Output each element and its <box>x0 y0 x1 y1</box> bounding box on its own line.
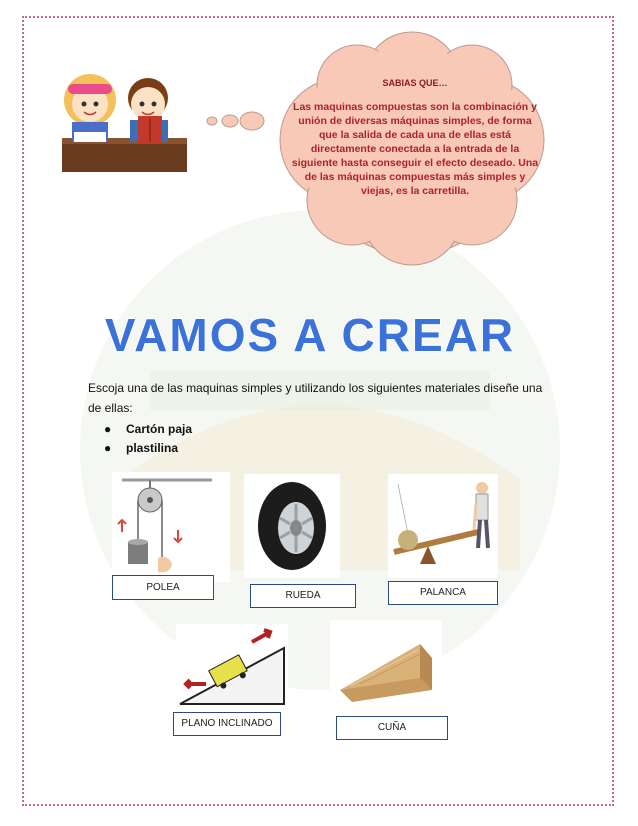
page-title <box>60 305 560 365</box>
list-item: ● Cartón paja <box>104 422 193 436</box>
rueda-label: RUEDA <box>250 584 356 608</box>
children-reading-illustration <box>52 62 192 182</box>
cloud-tail-bubbles <box>190 95 270 155</box>
cloud-text <box>290 72 540 198</box>
list-item: ● plastilina <box>104 441 179 455</box>
palanca-label: PALANCA <box>388 581 498 605</box>
inclined-plane-image <box>176 624 288 712</box>
cloud-body: Las maquinas compuestas son la combinación y unión de diversas máquinas simples, de forma que la salida de cada una de ellas está directamente conectada a la entrada de la siguiente hasta conseguir el efecto deseado. Una de las máquinas compuestas más simples y viejas, es la carretilla. <box>291 101 539 197</box>
title-text: VAMOS A CREAR <box>104 309 516 361</box>
material-carton: Cartón paja <box>126 422 193 436</box>
plano-inclinado-label: PLANO INCLINADO <box>173 712 281 736</box>
intro-paragraph: Escoja una de las maquinas simples y utilizando los siguientes materiales diseñe una de ellas: <box>88 381 543 415</box>
materials-list <box>102 420 192 458</box>
pulley-image <box>112 472 230 582</box>
cloud-heading: SABIAS QUE… <box>382 78 448 88</box>
wheel-image <box>244 474 340 578</box>
lever-image <box>388 474 498 578</box>
polea-label: POLEA <box>112 575 214 600</box>
wedge-image <box>330 620 442 710</box>
cuna-label: CUÑA <box>336 716 448 740</box>
material-plastilina: plastilina <box>126 441 179 455</box>
